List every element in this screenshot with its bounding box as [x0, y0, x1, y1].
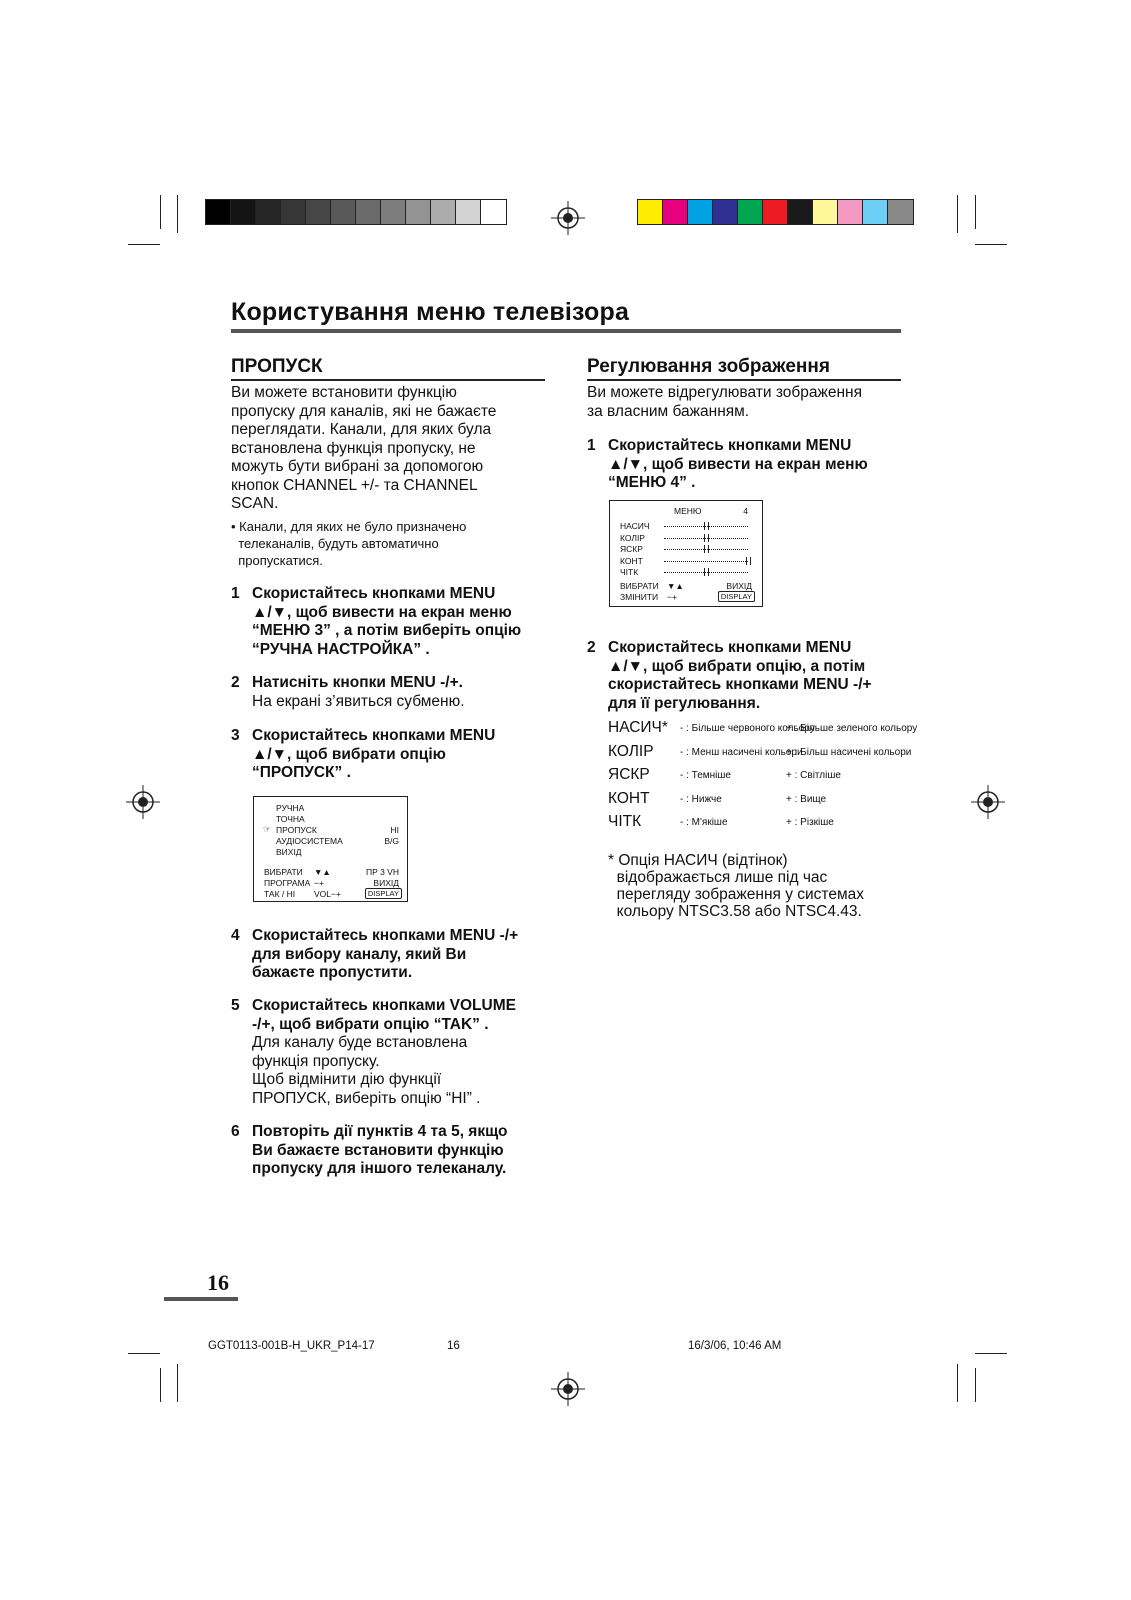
- step-instruction-line: -/+, щоб вибрати опцію “TAK” .: [252, 1015, 489, 1033]
- crop-mark: [957, 1364, 958, 1402]
- footer-program-keys: −+: [314, 878, 324, 888]
- step-instruction-line: бажаєте пропустити.: [252, 964, 413, 981]
- crop-mark: [177, 1364, 178, 1402]
- section-rule: [231, 379, 545, 381]
- color-swatch: [713, 200, 738, 224]
- crop-mark: [975, 1353, 1007, 1354]
- step-detail-line: Для каналу буде встановлена: [252, 1034, 468, 1051]
- registration-target-icon: [971, 785, 1005, 819]
- footnote-line: відображається лише під час: [608, 869, 828, 886]
- step-body: [252, 674, 561, 711]
- step-instruction-line: “РУЧНА НАСТРОЙКА” .: [252, 640, 430, 658]
- color-swatch: [888, 200, 913, 224]
- registration-target-icon: [551, 201, 585, 235]
- bullet-line: телеканалів, будуть автоматично: [231, 536, 439, 551]
- adjustment-minus: - : Нижче: [680, 793, 722, 805]
- gray-swatch: [481, 200, 506, 224]
- adjustment-plus: + : Вище: [786, 793, 827, 805]
- tint-footnote: [608, 852, 908, 920]
- menu-value-audio: B/G: [384, 836, 399, 846]
- menu-item-exit: ВИХІД: [276, 847, 302, 857]
- step-instruction-line: для вибору каналу, який Ви: [252, 945, 467, 963]
- step-5: [231, 997, 561, 1108]
- menu-item-manual: РУЧНА: [276, 803, 305, 813]
- adjustment-minus: - : Більше червоного кольору: [680, 723, 815, 734]
- step-body: [608, 437, 917, 493]
- step-body: [252, 585, 561, 659]
- slider-knob: [746, 557, 751, 565]
- bullet-line: пропускатися.: [231, 553, 323, 568]
- adjustment-name: ЯСКР: [608, 766, 650, 783]
- step-number: 3: [231, 727, 240, 744]
- footer-select-keys: ▼▲: [667, 581, 684, 591]
- adjustment-name: НАСИЧ*: [608, 719, 668, 736]
- gray-swatch: [231, 200, 256, 224]
- intro-line: Ви можете встановити функцію: [231, 384, 457, 401]
- footnote-line: * Опція НАСИЧ (відтінок): [608, 852, 788, 869]
- gray-swatch: [431, 200, 456, 224]
- adjustment-minus: - : М'якіше: [680, 817, 728, 828]
- step-instruction-line: Скористайтесь кнопками MENU: [252, 727, 496, 744]
- menu-item-label: ЯСКР: [620, 544, 643, 554]
- step-detail-line: Щоб відмінити дію функції: [252, 1071, 442, 1088]
- footer-select-label: ВИБРАТИ: [264, 867, 303, 877]
- footer-program-indicator: ПР 3 VH: [365, 867, 399, 877]
- pointer-hand-icon: ☞: [263, 824, 272, 834]
- menu-title: МЕНЮ: [674, 506, 702, 516]
- step-instruction-line: пропуску для іншого телеканалу.: [252, 1160, 507, 1177]
- crop-mark: [975, 195, 976, 229]
- footer-timestamp: 16/3/06, 10:46 AM: [688, 1340, 782, 1352]
- color-swatch: [813, 200, 838, 224]
- color-swatch: [788, 200, 813, 224]
- step-number: 6: [231, 1123, 240, 1140]
- process-color-bar: [637, 199, 914, 225]
- menu-item-label: КОЛІР: [620, 532, 645, 543]
- step-number: 1: [231, 585, 240, 602]
- intro-line: за власним бажанням.: [587, 402, 750, 420]
- footer-yes-no-label: ТАК / НІ: [264, 889, 296, 899]
- step-body: [252, 927, 561, 983]
- gray-swatch: [206, 200, 231, 224]
- page-number-rule: [164, 1297, 238, 1301]
- step-number: 2: [231, 674, 240, 691]
- adjustment-plus: + : Більш насичені кольори: [786, 746, 912, 758]
- step-instruction-line: скористайтесь кнопками MENU -/+: [608, 676, 872, 693]
- skip-menu-screen: [253, 796, 408, 902]
- step-instruction-line: Скористайтесь кнопками MENU: [608, 639, 852, 656]
- intro-line: Ви можете відрегулювати зображення: [587, 384, 863, 401]
- page-title: Користування меню телевізора: [231, 298, 630, 326]
- footer-exit-label: ВИХІД: [373, 878, 399, 888]
- gray-swatch: [306, 200, 331, 224]
- footer-filename: GGT0113-001B-H_UKR_P14-17: [208, 1340, 375, 1352]
- adjustment-name: КОЛІР: [608, 742, 654, 760]
- skip-intro: [231, 384, 551, 514]
- slider-knob: [704, 568, 709, 576]
- crop-mark: [128, 1353, 160, 1354]
- color-swatch: [738, 200, 763, 224]
- step-instruction-line: ▲/▼, щоб вибрати опцію, а потім: [608, 657, 866, 675]
- slider-knob: [704, 534, 709, 542]
- step-instruction-line: для її регулювання.: [608, 694, 761, 712]
- color-swatch: [688, 200, 713, 224]
- footer-page: 16: [447, 1340, 460, 1352]
- crop-mark: [975, 1368, 976, 1402]
- menu-value-skip: HI: [390, 825, 399, 835]
- intro-line: встановлена функція пропуску, не: [231, 439, 476, 457]
- bullet-line: • Канали, для яких не було призначено: [231, 519, 467, 534]
- crop-mark: [177, 195, 178, 233]
- step-2: [587, 639, 917, 713]
- skip-heading: ПРОПУСК: [231, 356, 323, 377]
- grayscale-color-bar: [205, 199, 507, 225]
- step-instruction-line: Повторіть дії пунктів 4 та 5, якщо: [252, 1123, 508, 1140]
- title-rule: [231, 329, 901, 333]
- step-instruction-line: Скористайтесь кнопками MENU -/+: [252, 927, 519, 944]
- registration-target-icon: [551, 1372, 585, 1406]
- step-6: [231, 1123, 561, 1179]
- adjustment-plus: + : Світліше: [786, 770, 841, 781]
- footer-exit-label: ВИХІД: [726, 581, 752, 591]
- step-1: [231, 585, 561, 659]
- picture-adjust-intro: [587, 384, 907, 421]
- picture-adjust-heading: Регулювання зображення: [587, 356, 830, 377]
- step-2: [231, 674, 561, 711]
- gray-swatch: [256, 200, 281, 224]
- slider-bar: [664, 561, 748, 562]
- menu-item-fine: ТОЧНА: [276, 814, 305, 824]
- gray-swatch: [456, 200, 481, 224]
- step-detail-line: функція пропуску.: [252, 1052, 380, 1070]
- step-instruction-line: Натисніть кнопки MENU -/+.: [252, 674, 463, 691]
- menu-number: 4: [743, 506, 748, 516]
- intro-line: пропуску для каналів, які не бажаєте: [231, 402, 497, 420]
- step-instruction-line: Скористайтесь кнопками MENU: [252, 585, 496, 602]
- menu-item-label: ЧІТК: [620, 567, 639, 577]
- adjustment-plus: + : Більше зеленого кольору: [786, 723, 918, 734]
- intro-line: SCAN.: [231, 495, 279, 512]
- step-instruction-line: Скористайтесь кнопками MENU: [608, 437, 852, 454]
- step-instruction-line: “ПРОПУСК” .: [252, 764, 351, 781]
- step-instruction-line: ▲/▼, щоб вивести на екран меню: [252, 603, 512, 621]
- step-number: 4: [231, 927, 240, 944]
- step-detail-line: ПРОПУСК, виберіть опцію “HI” .: [252, 1089, 481, 1107]
- menu-item-label: НАСИЧ: [620, 521, 650, 531]
- skip-note-bullet: [231, 518, 551, 569]
- section-rule: [587, 379, 901, 381]
- adjustment-plus: + : Різкіше: [786, 817, 834, 828]
- step-instruction-line: “МЕНЮ 3” , а потім виберіть опцію: [252, 622, 522, 639]
- gray-swatch: [356, 200, 381, 224]
- intro-line: переглядати. Канали, для яких була: [231, 421, 492, 438]
- step-body: [252, 997, 561, 1108]
- color-swatch: [838, 200, 863, 224]
- step-number: 1: [587, 437, 596, 454]
- crop-mark: [975, 244, 1007, 245]
- color-swatch: [638, 200, 663, 224]
- color-swatch: [863, 200, 888, 224]
- gray-swatch: [406, 200, 431, 224]
- footnote-line: кольору NTSC3.58 або NTSC4.43.: [608, 903, 862, 920]
- step-instruction-line: ▲/▼, щоб вибрати опцію: [252, 745, 446, 763]
- display-button: DISPLAY: [718, 591, 755, 602]
- menu-item-label: КОНТ: [620, 555, 643, 566]
- crop-mark: [160, 1368, 161, 1402]
- step-1: [587, 437, 917, 493]
- footer-volume-keys: VOL−+: [314, 889, 341, 899]
- step-body: [252, 1123, 561, 1179]
- crop-mark: [957, 195, 958, 233]
- step-body: [252, 727, 561, 783]
- intro-line: можуть бути вибрані за допомогою: [231, 458, 484, 475]
- adjustment-name: КОНТ: [608, 789, 650, 807]
- slider-knob: [704, 522, 709, 530]
- gray-swatch: [381, 200, 406, 224]
- step-instruction-line: Ви бажаєте встановити функцію: [252, 1141, 504, 1159]
- menu-item-skip: ПРОПУСК: [276, 825, 317, 835]
- step-instruction-line: Скористайтесь кнопками VOLUME: [252, 997, 516, 1014]
- adjustment-name: ЧІТК: [608, 813, 642, 830]
- step-instruction-line: ▲/▼, щоб вивести на екран меню: [608, 455, 868, 473]
- gray-swatch: [331, 200, 356, 224]
- display-button: DISPLAY: [365, 888, 402, 899]
- footer-change-keys: −+: [667, 592, 677, 602]
- picture-menu-screen: [609, 500, 763, 607]
- slider-knob: [704, 545, 709, 553]
- step-number: 2: [587, 639, 596, 656]
- footer-select-label: ВИБРАТИ: [620, 581, 659, 591]
- crop-mark: [128, 244, 160, 245]
- step-4: [231, 927, 561, 983]
- adjustment-minus: - : Менш насичені кольори: [680, 746, 803, 758]
- footer-program-label: ПРОГРАМА: [264, 878, 311, 888]
- menu-item-audio: АУДІОСИСТЕМА: [276, 836, 343, 846]
- step-number: 5: [231, 997, 240, 1014]
- footer-change-label: ЗМІНИТИ: [620, 592, 659, 602]
- step-instruction-line: “МЕНЮ 4” .: [608, 474, 696, 491]
- step-detail-line: На екрані з’явиться субменю.: [252, 692, 465, 710]
- crop-mark: [160, 195, 161, 229]
- footnote-line: перегляду зображення у системах: [608, 886, 864, 903]
- footer-select-keys: ▼▲: [314, 867, 331, 877]
- registration-target-icon: [126, 785, 160, 819]
- adjustment-minus: - : Темніше: [680, 770, 731, 781]
- intro-line: кнопок CHANNEL +/- та CHANNEL: [231, 476, 478, 494]
- page-number: 16: [207, 1270, 229, 1295]
- color-swatch: [763, 200, 788, 224]
- gray-swatch: [281, 200, 306, 224]
- step-3: [231, 727, 561, 783]
- step-body: [608, 639, 917, 713]
- color-swatch: [663, 200, 688, 224]
